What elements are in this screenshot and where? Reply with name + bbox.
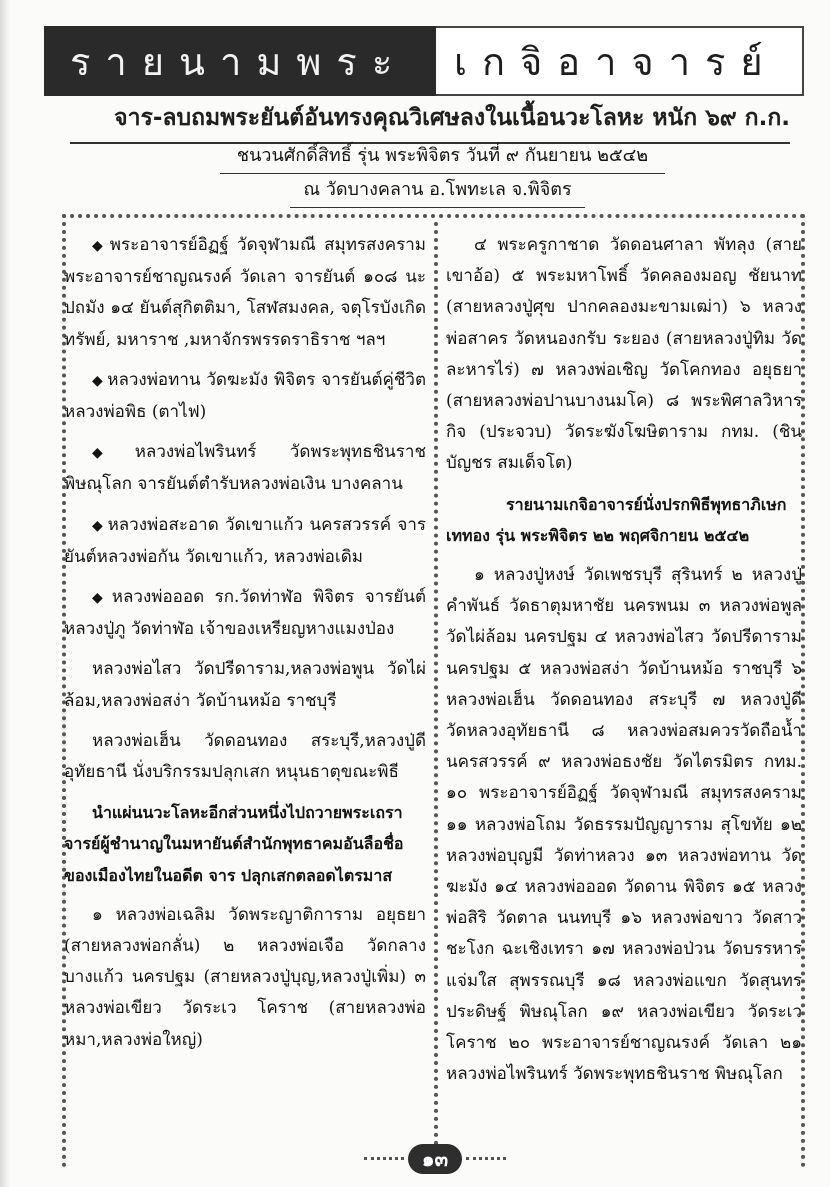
bullet-icon: ◆	[92, 445, 131, 462]
paragraph: ๑ หลวงปู่หงษ์ วัดเพชรบุรี สุรินทร์ ๒ หลวงปู่คำพันธ์ วัดธาตุมหาชัย นครพนม ๓ หลวงพ่อพูล วัดไผ่ล้อม นครปฐม ๔ หลวงพ่อไสว วัดปรีดาราม นครปฐม ๕ หลวงพ่อสง่า วัดบ้านหม้อ ราชบุรี ๖ หลวงพ่อเฮ็น วัดดอนทอง สระบุรี ๗ หลวงปู่ดี วัดหลวงอุทัยธานี ๘ หลวงพ่อสมควรวัดถือน้ำ นครสวรรค์ ๙ หลวงพ่อธงชัย วัดไตรมิตร กทม. ๑๐ พระอาจารย์อิฏฐ์ วัดจุฬามณี สมุทรสงคราม ๑๑ หลวงพ่อโถม วัดธรรมปัญญาราม สุโขทัย ๑๒ หลวงพ่อบุญมี วัดท่าหลวง ๑๓ หลวงพ่อทาน วัดฆะมัง ๑๔ หลวงพ่อออด วัดดาน พิจิตร ๑๕ หลวงพ่อสิริ วัดตาล นนทบุรี ๑๖ หลวงพ่อขาว วัดสาวชะโงก ฉะเชิงเทรา ๑๗ หลวงพ่อป่วน วัดบรรหารแจ่มใส สุพรรณบุรี ๑๘ หลวงพ่อแขก วัดสุนทรประดิษฐ์ พิษณุโลก ๑๙ หลวงพ่อเขียว วัดระเว โคราช ๒๐ พระอาจารย์ชาญณรงค์ วัดเลา ๒๑ หลวงพ่อไพรินทร์ วัดพระพุทธชินราช พิษณุโลก	[446, 565, 802, 1085]
paragraph: ◆ หลวงพ่อสะอาด วัดเขาแก้ว นครสวรรค์ จารยันต์หลวงพ่อกัน วัดเขาแก้ว, หลวงพ่อเดิม	[64, 514, 426, 567]
paragraph: ◆ หลวงพ่อทาน วัดฆะมัง พิจิตร จารยันต์คู่ชีวิต หลวงพ่อพิธ (ตาไฟ)	[64, 369, 426, 423]
bullet-icon: ◆	[92, 517, 104, 534]
bold-paragraph: นำแผ่นนวะโลหะอีกส่วนหนึ่งไปถวายพระเถราจารย์ผู้ชำนาญในมหายันต์สำนักพุทธาคมอันลือชื่อของเมืองไทยในอดีต จาร ปลุกเสกตลอดไตรมาส	[64, 803, 404, 885]
paragraph: ◆ หลวงพ่อไพรินทร์ วัดพระพุทธชินราช พิษณุโลก จารยันต์ตำรับหลวงพ่อเงิน บางคลาน	[64, 442, 426, 495]
title-banner	[44, 26, 804, 96]
page-number-ornament-left	[364, 1157, 404, 1164]
paragraph: ◆ พระอาจารย์อิฏฐ์ วัดจุฬามณี สมุทรสงคราม พระอาจารย์ชาญณรงค์ วัดเลา จารยันต์ ๑๐๘ นะปถมัง ๑๔ ยันต์สุกิตติมา, โสฬสมงคล, จตุโรบังเกิดทรัพย์, มหาราช ,มหาจักรพรรดราธิราช ฯลฯ	[64, 235, 426, 350]
bullet-icon: ◆	[92, 590, 108, 607]
paragraph: ◆ หลวงพ่อออด รก.วัดท่าฬ่อ พิจิตร จารยันต์หลวงปู่ภู วัดท่าฬ่อ เจ้าของเหรียญหางแมงป่อง	[64, 587, 426, 640]
paragraph: ๑ หลวงพ่อเฉลิม วัดพระญาติการาม อยุธยา (สายหลวงพ่อกลั่น) ๒ หลวงพ่อเจือ วัดกลางบางแก้ว นครปฐม (สายหลวงปู่บุญ,หลวงปู่เพิ่ม) ๓ หลวงพ่อเขียว วัดระเว โคราช (สายหลวงพ่อหมา,หลวงพ่อใหญ่)	[64, 904, 426, 1050]
page-number: ๑๓	[408, 1144, 462, 1174]
banner-title-left: รายนามพระ	[44, 26, 436, 96]
paragraph: หลวงพ่อเฮ็น วัดดอนทอง สระบุรี,หลวงปู่ดี อุทัยธานี นั่งบริกรรมปลุกเสก หนุนธาตุขณะพิธี	[64, 730, 426, 783]
page-number-ornament-right	[466, 1157, 506, 1164]
paragraph: หลวงพ่อไสว วัดปรีดาราม,หลวงพ่อพูน วัดไผ่ล้อม,หลวงพ่อสง่า วัดบ้านหม้อ ราชบุรี	[64, 659, 426, 711]
headline: จาร-ลบถมพระยันต์อันทรงคุณวิเศษลงในเนื้อนวะโลหะ หนัก ๖๙ ก.ก.	[70, 100, 790, 144]
banner-title-right: เกจิอาจารย์	[436, 26, 804, 96]
left-column	[64, 230, 426, 1065]
paragraph: ๔ พระครูกาชาด วัดดอนศาลา พัทลุง (สายเขาอ้อ) ๕ พระมหาโพธิ์ วัดคลองมอญ ชัยนาท (สายหลวงปู่ศุข ปากคลองมะขามเฒ่า) ๖ หลวงพ่อสาคร วัดหนองกรับ ระยอง (สายหลวงปู่ทิม วัดละหารไร่) ๗ หลวงพ่อเชิญ วัดโคกทอง อยุธยา (สายหลวงพ่อปานบางนมโค) ๘ พระพิศาลวิหารกิจ (ประจวบ) วัดระฆังโฆษิตาราม กทม. (ชินบัญชร สมเด็จโต)	[446, 235, 802, 474]
bullet-icon: ◆	[92, 372, 104, 389]
binding-shadow	[0, 0, 10, 1187]
column-divider	[434, 222, 438, 1162]
bullet-icon: ◆	[92, 238, 106, 254]
section-heading: รายนามเกจิอาจารย์นั่งปรกพิธีพุทธาภิเษกเททอง รุ่น พระพิจิตร ๒๒ พฤศจิกายน ๒๕๔๒	[446, 494, 787, 545]
subtitle-date: ชนวนศักดิ์สิทธิ์ รุ่น พระพิจิตร วันที่ ๙ กันยายน ๒๕๔๒	[220, 140, 665, 174]
subtitle-location: ณ วัดบางคลาน อ.โพทะเล จ.พิจิตร	[290, 174, 585, 208]
right-column	[446, 230, 802, 1099]
